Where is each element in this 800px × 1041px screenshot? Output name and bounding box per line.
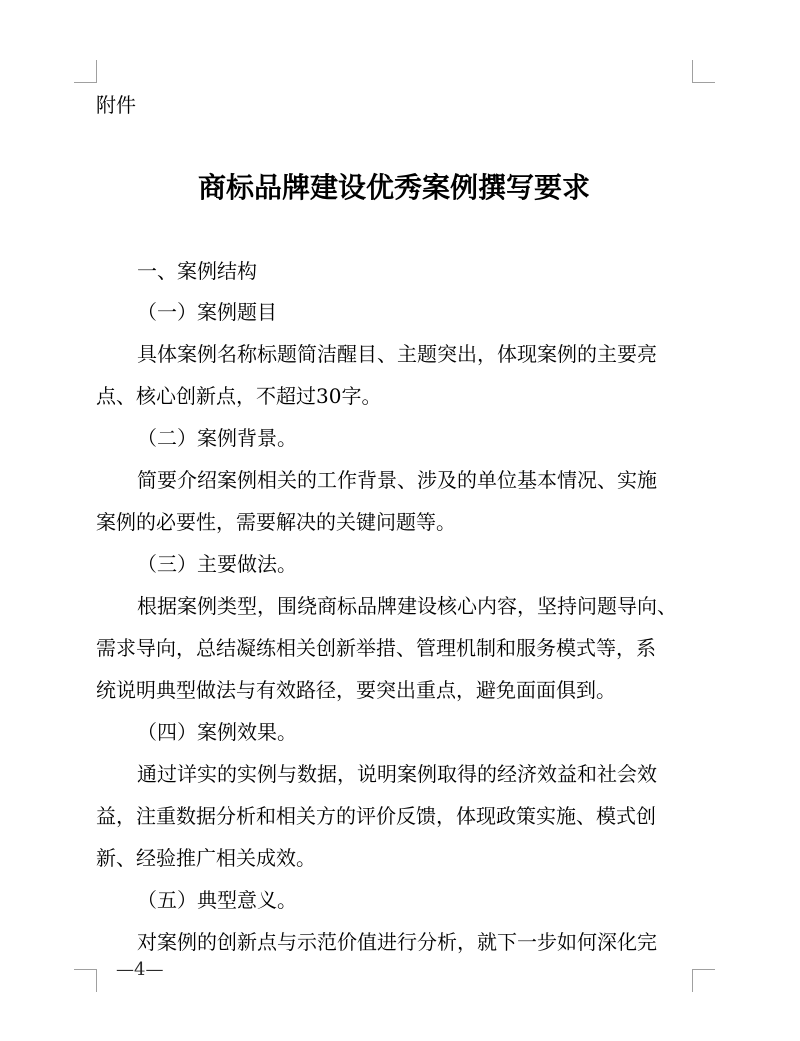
body-line: 点、核心创新点，不超过30字。 — [96, 384, 382, 408]
document-title: 商标品牌建设优秀案例撰写要求 — [197, 171, 590, 204]
subsection-heading: （五）典型意义。 — [137, 888, 297, 912]
body-line: 简要介绍案例相关的工作背景、涉及的单位基本情况、实施 — [137, 468, 657, 492]
body-line: 通过详实的实例与数据，说明案例取得的经济效益和社会效 — [137, 762, 657, 786]
crop-mark-bottom-right — [692, 969, 715, 992]
crop-mark-top-right — [692, 60, 715, 83]
body-line: 需求导向，总结凝练相关创新举措、管理机制和服务模式等，系 — [96, 636, 656, 660]
crop-mark-top-left — [74, 60, 97, 83]
body-line: 根据案例类型，围绕商标品牌建设核心内容，坚持问题导向、 — [137, 594, 677, 618]
subsection-heading: （四）案例效果。 — [137, 720, 297, 744]
body-line: 益，注重数据分析和相关方的评价反馈，体现政策实施、模式创 — [96, 804, 656, 828]
subsection-heading: （二）案例背景。 — [137, 426, 297, 450]
body-line: 案例的必要性，需要解决的关键问题等。 — [96, 510, 456, 534]
page-number: —4— — [116, 959, 164, 980]
section-heading: 一、案例结构 — [137, 259, 257, 283]
subsection-heading: （一）案例题目 — [137, 300, 277, 324]
attachment-label: 附件 — [96, 93, 136, 117]
subsection-heading: （三）主要做法。 — [137, 552, 297, 576]
body-line: 具体案例名称标题简洁醒目、主题突出，体现案例的主要亮 — [137, 342, 657, 366]
body-line: 统说明典型做法与有效路径，要突出重点，避免面面俱到。 — [96, 678, 616, 702]
body-line: 新、经验推广相关成效。 — [96, 846, 316, 870]
crop-mark-bottom-left — [74, 969, 97, 992]
body-line: 对案例的创新点与示范价值进行分析，就下一步如何深化完 — [137, 930, 657, 954]
